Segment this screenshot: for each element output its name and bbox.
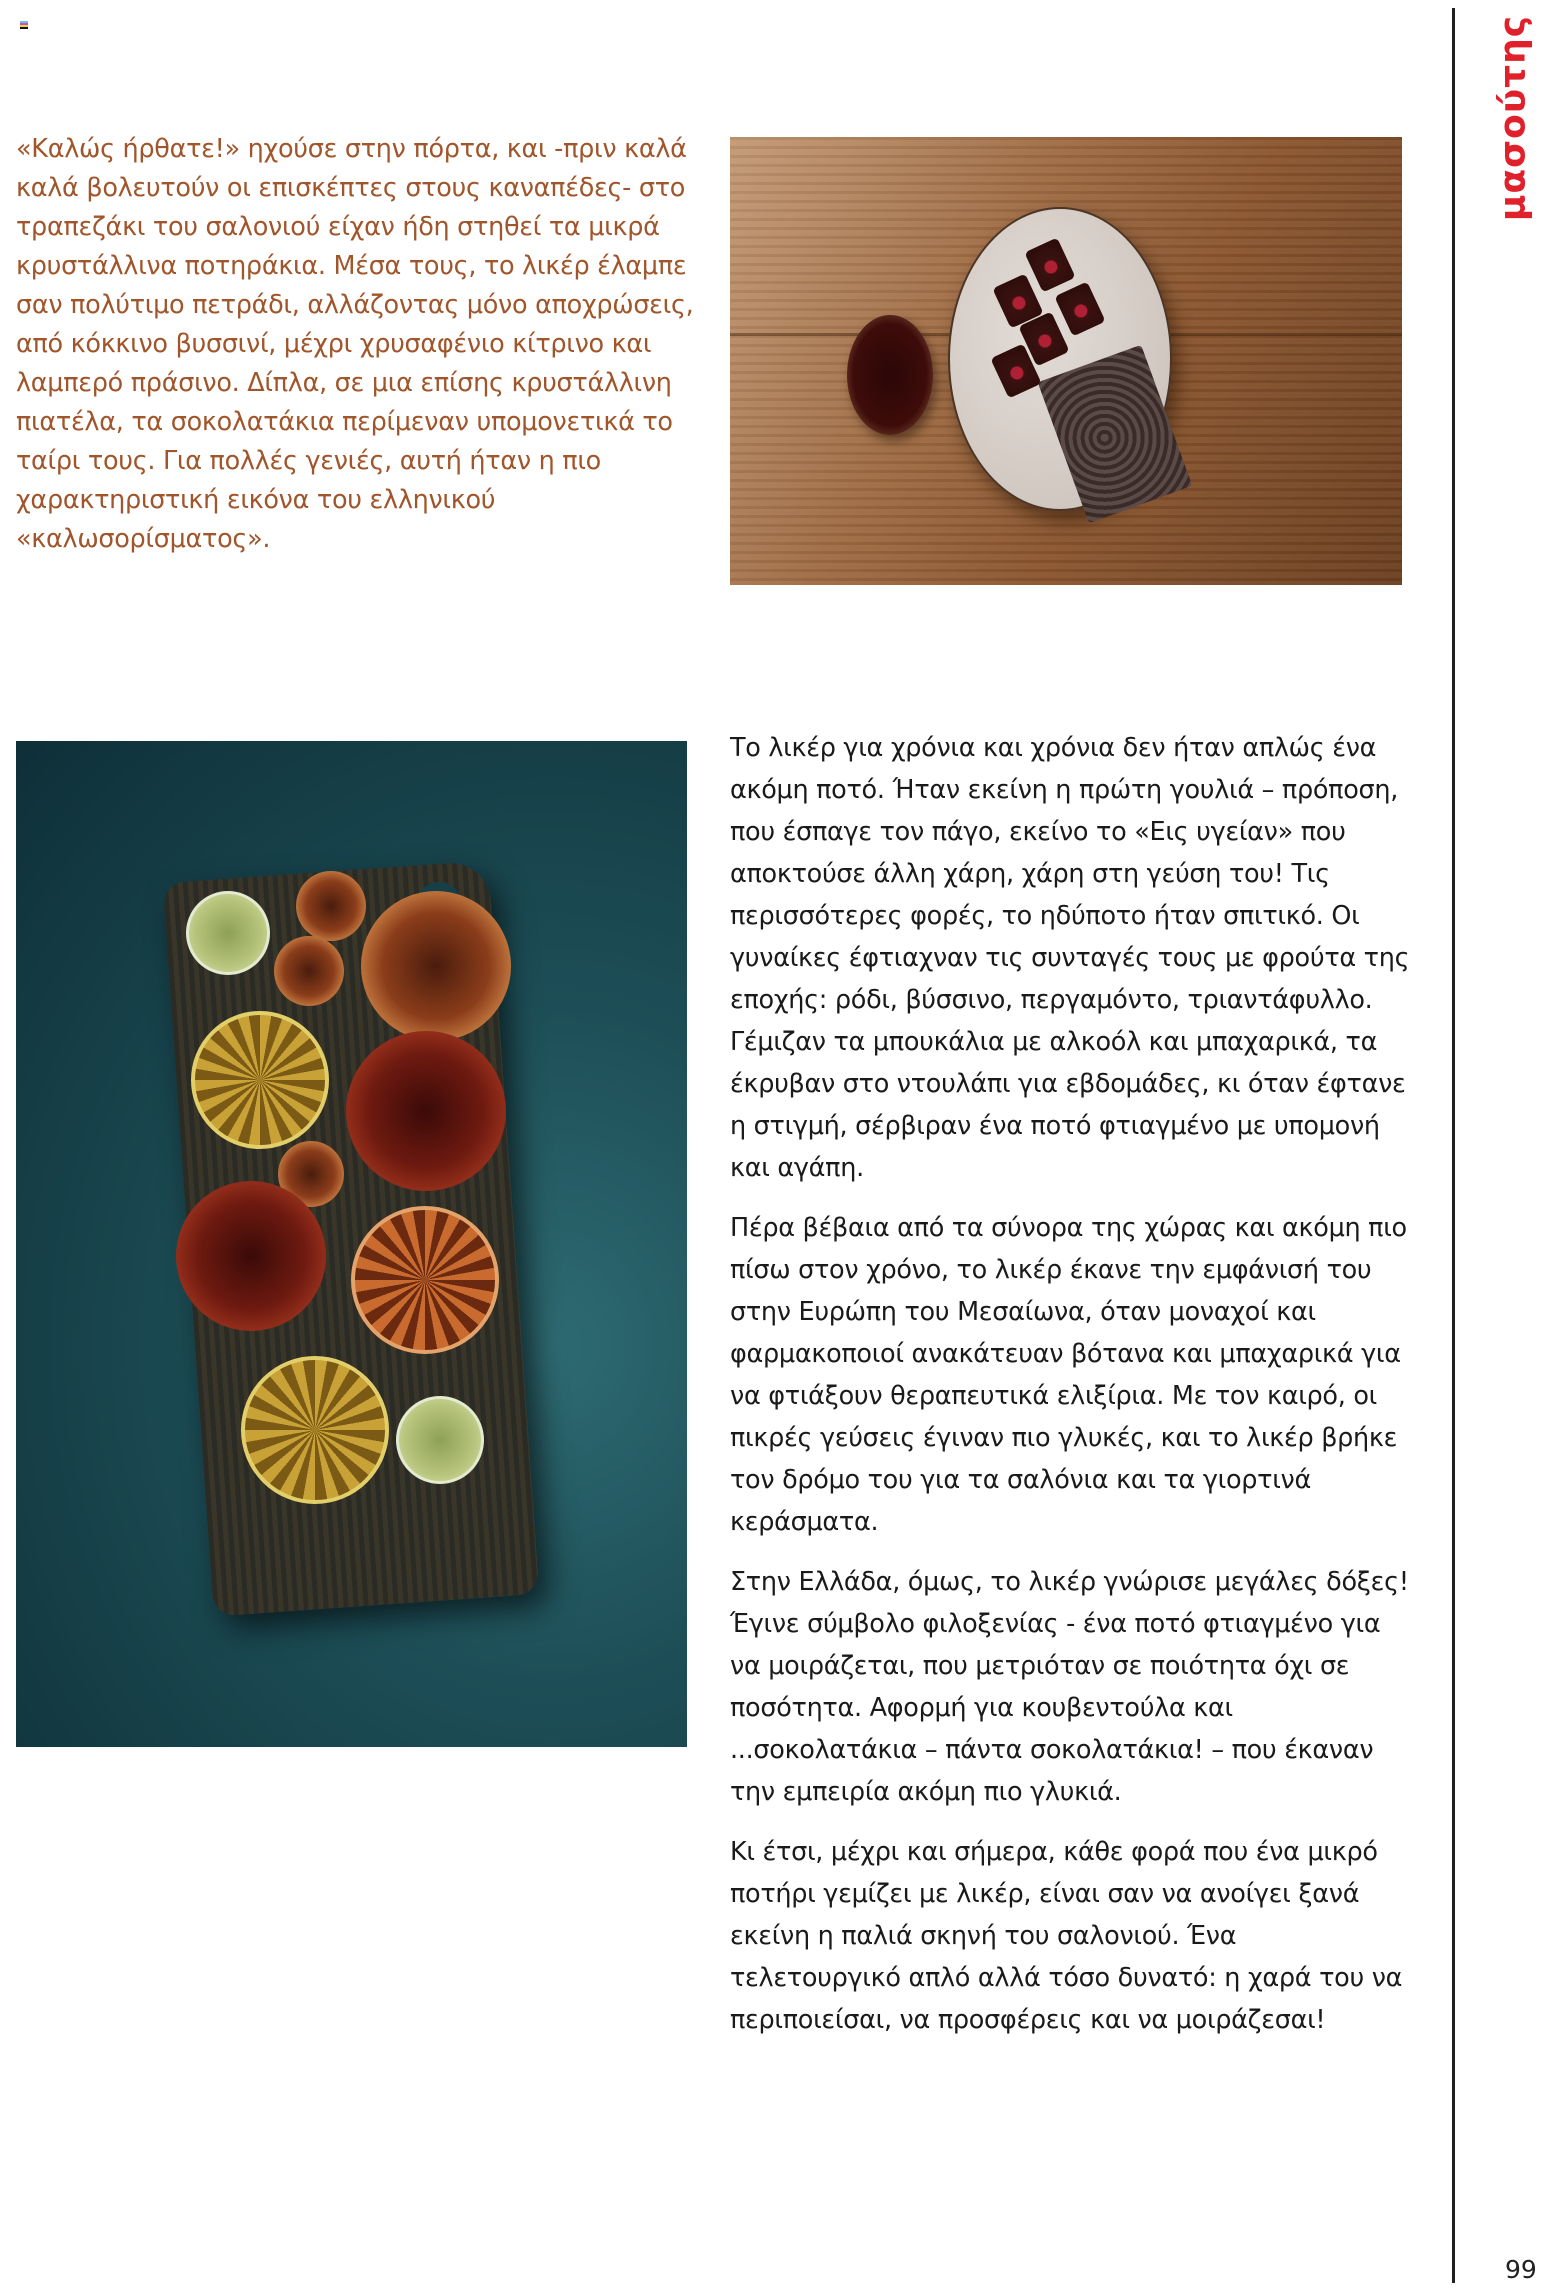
liqueur-glasses-photo: [16, 741, 687, 1747]
shot-glass-green: [186, 891, 270, 975]
chocolate-bark: [1038, 345, 1193, 524]
liqueur-and-chocolates-photo: [730, 137, 1402, 585]
glass-red-large: [346, 1031, 506, 1191]
liqueur-glass: [847, 315, 933, 435]
article-body: [730, 727, 1410, 2059]
glass-amber-large: [361, 891, 511, 1041]
glass-gold-cut: [191, 1011, 329, 1149]
shot-glass-amber: [296, 871, 366, 941]
brand-logo: [1478, 8, 1548, 228]
body-paragraph-4: Κι έτσι, μέχρι και σήμερα, κάθε φορά που ένα μικρό ποτήρι γεμίζει με λικέρ, είναι σαν να ανοίγει ξανά εκείνη η παλιά σκηνή του σαλονιού. Ένα τελετουργικό απλό αλλά τόσο δυνατό: η χαρά του να περιποιείσαι, να προσφέρεις και να μοιράζεσαι!: [730, 1837, 1403, 2035]
color-mark-black: [20, 27, 28, 29]
body-paragraph-3: Στην Ελλάδα, όμως, το λικέρ γνώρισε μεγάλες δόξες! Έγινε σύμβολο φιλοξενίας - ένα ποτό φτιαγμένο για να μοιράζεται, που μετριόταν σε ποιότητα όχι σε ποσότητα. Αφορμή για κουβεντούλα και ...σοκολατάκια – πάντα σοκολατάκια! – που έκαναν την εμπειρία ακόμη πιο γλυκιά.: [730, 1567, 1409, 1807]
brand-logo-text: μασούτης: [1492, 14, 1534, 222]
print-color-marks: [20, 21, 28, 29]
chocolate: [1024, 237, 1075, 292]
intro-paragraph: [16, 130, 696, 559]
shot-glass-green: [396, 1396, 484, 1484]
page-divider-line: [1452, 8, 1455, 2283]
glass-orange-cut: [351, 1206, 499, 1354]
chocolate: [1054, 281, 1105, 336]
shot-glass-amber: [274, 936, 344, 1006]
body-paragraph-2: Πέρα βέβαια από τα σύνορα της χώρας και ακόμη πιο πίσω στον χρόνο, το λικέρ έκανε την εμφάνισή του στην Ευρώπη του Μεσαίωνα, όταν μοναχοί και φαρμακοποιοί ανακάτευαν βότανα και μπαχαρικά για να φτιάξουν θεραπευτικά ελιξίρια. Με τον καιρό, οι πικρές γεύσεις έγιναν πιο γλυκές, και το λικέρ βρήκε τον δρόμο του για τα σαλόνια και τα γιορτινά κεράσματα.: [730, 1213, 1407, 1537]
body-paragraph-1: Το λικέρ για χρόνια και χρόνια δεν ήταν απλώς ένα ακόμη ποτό. Ήταν εκείνη η πρώτη γουλιά – πρόποση, που έσπαγε τον πάγο, εκείνο το «Εις υγείαν» που αποκτούσε άλλη χάρη, χάρη στη γεύση του! Τις περισσότερες φορές, το ηδύποτο ήταν σπιτικό. Οι γυναίκες έφτιαχναν τις συνταγές τους με φρούτα της εποχής: ρόδι, βύσσινο, περγαμόντο, τριαντάφυλλο. Γέμιζαν τα μπουκάλια με αλκοόλ και μπαχαρικά, τα έκρυβαν στο ντουλάπι για εβδομάδες, κι όταν έφτανε η στιγμή, σέρβιραν ένα ποτό φτιαγμένο με υπομονή και αγάπη.: [730, 733, 1410, 1183]
page-number: 99: [1505, 2255, 1537, 2284]
plate: [948, 207, 1172, 511]
intro-text: «Καλώς ήρθατε!» ηχούσε στην πόρτα, και -πριν καλά καλά βολευτούν οι επισκέπτες στους καναπέδες- στο τραπεζάκι του σαλονιού είχαν ήδη στηθεί τα μικρά κρυστάλλινα ποτηράκια. Μέσα τους, το λικέρ έλαμπε σαν πολύτιμο πετράδι, αλλάζοντας μόνο αποχρώσεις, από κόκκινο βυσσινί, μέχρι χρυσαφένιο κίτρινο και λαμπερό πράσινο. Δίπλα, σε μια επίσης κρυστάλλινη πιατέλα, τα σοκολατάκια περίμεναν υπομονετικά το ταίρι τους. Για πολλές γενιές, αυτή ήταν η πιο χαρακτηριστική εικόνα του ελληνικού «καλωσορίσματος».: [16, 134, 694, 554]
glass-red: [176, 1181, 326, 1331]
glass-gold-cut: [241, 1356, 389, 1504]
